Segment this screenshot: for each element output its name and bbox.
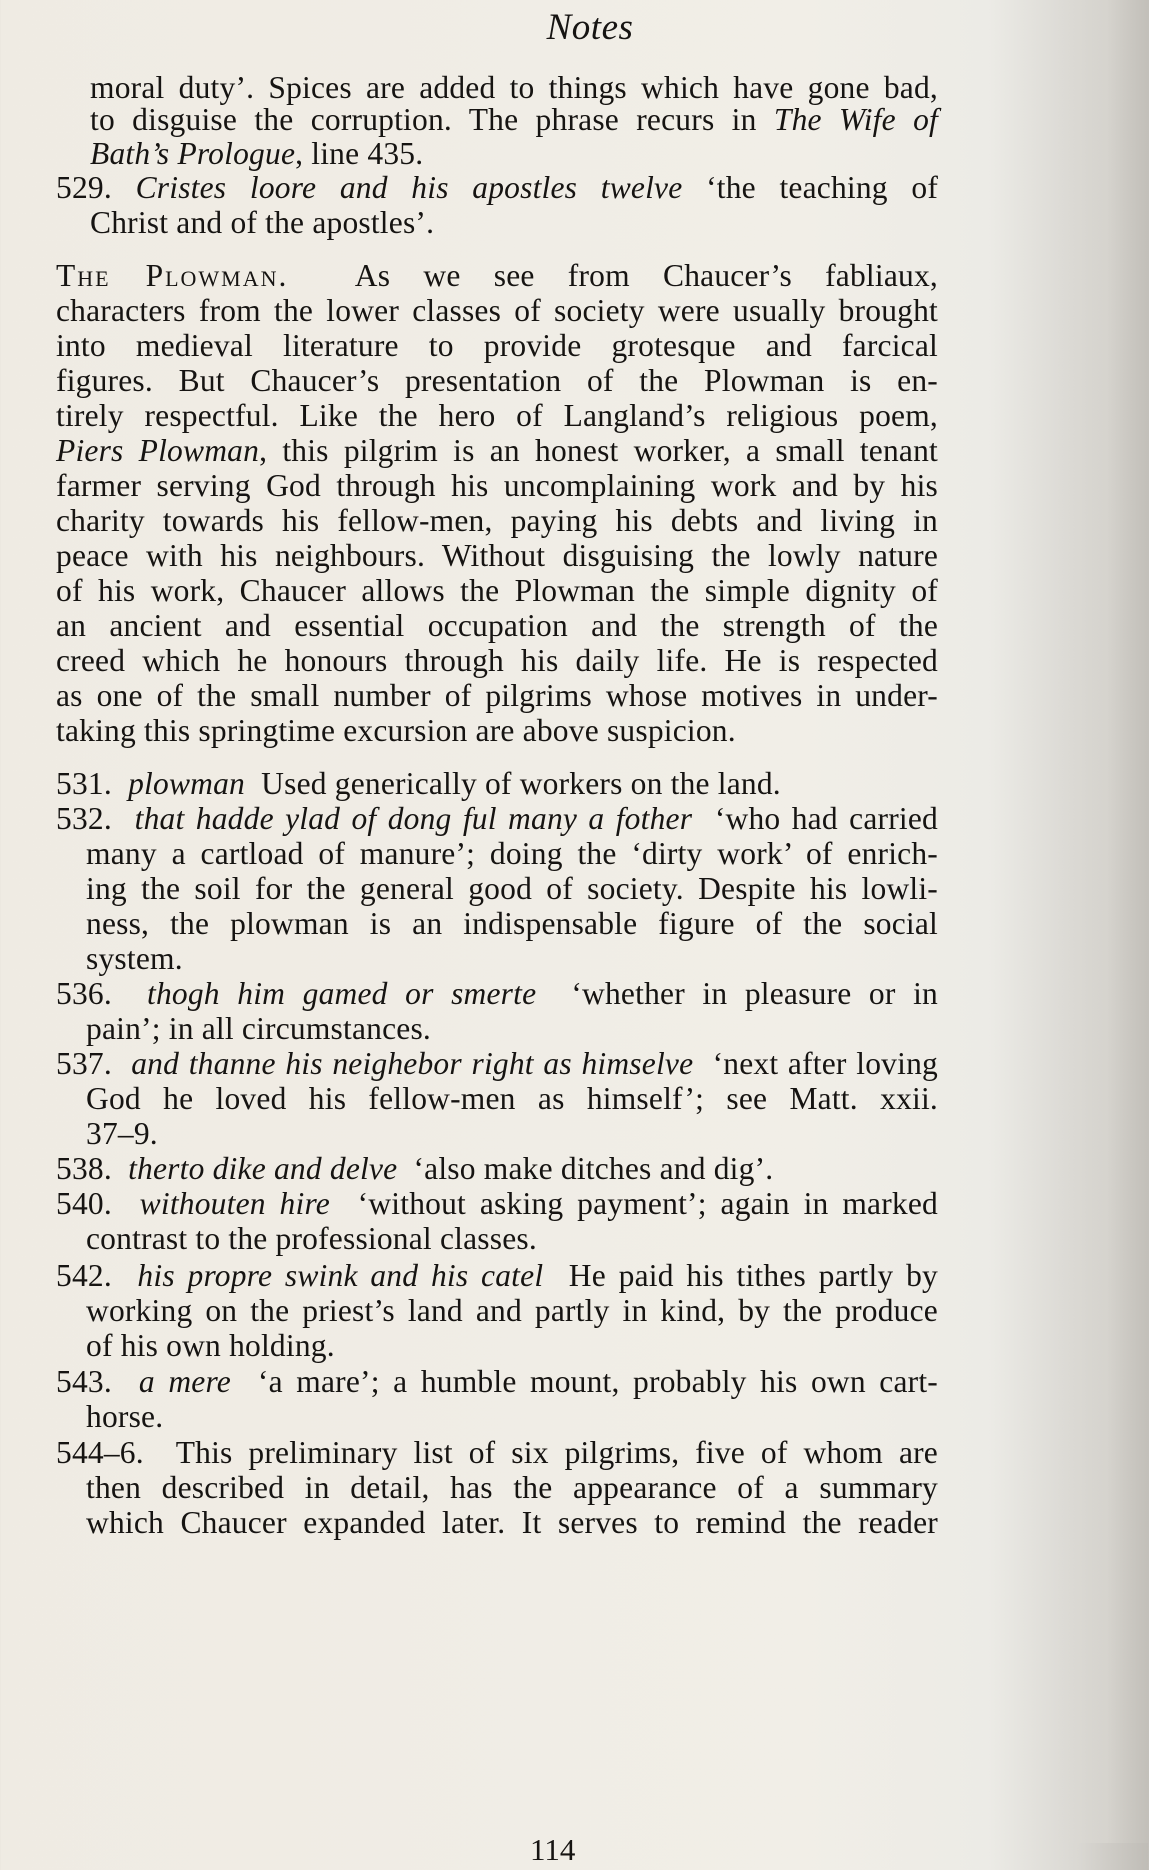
section-line: an ancient and essential occupation and the strength of the [56, 608, 938, 643]
section-line: of his work, Chaucer allows the Plowman the simple dignity of [56, 573, 938, 608]
note-line: ness, the plowman is an indispensable figure of the social [86, 906, 938, 941]
note-number: 544–6. [56, 1435, 144, 1470]
note-lemma: plowman [128, 766, 246, 801]
note-543 [56, 1362, 938, 1402]
section-line: creed which he honours through his daily life. He is respected [56, 643, 938, 678]
text: As we see from Chaucer’s fabliaux, [354, 258, 938, 293]
poem-title: Piers Plowman [56, 433, 260, 468]
note-number: 542. [56, 1258, 112, 1293]
note-544-6 [56, 1433, 938, 1473]
note-line: ing the soil for the general good of society. Despite his lowli- [86, 871, 938, 906]
note-532 [56, 799, 938, 839]
note-537 [56, 1044, 938, 1084]
note-lemma: a mere [138, 1364, 231, 1399]
note-lemma: thogh him gamed or smerte [147, 976, 537, 1011]
note-line: then described in detail, has the appearance of a summary [86, 1470, 938, 1505]
note-gloss: ‘whether in pleasure or in [571, 976, 938, 1011]
section-heading: The Plowman. [56, 258, 289, 293]
note-line: many a cartload of manure’; doing the ‘dirty work’ of enrich- [86, 836, 938, 871]
section-line: figures. But Chaucer’s presentation of the Plowman is en- [56, 363, 938, 398]
note-lemma: withouten hire [139, 1186, 330, 1221]
note-540 [56, 1184, 938, 1224]
note-line: contrast to the professional classes. [86, 1221, 537, 1256]
note-gloss: Used generically of workers on the land. [261, 766, 781, 801]
book-title: The Wife of [773, 102, 938, 137]
note-line: horse. [86, 1399, 164, 1434]
note-gloss: ‘the teaching of [706, 170, 939, 205]
note-lemma: that hadde ylad of dong ful many a fother [134, 801, 693, 836]
note-number: 529. [56, 170, 112, 205]
text: , line 435. [295, 136, 424, 171]
note-lemma: Cristes loore and his apostles twelve [135, 170, 683, 205]
note-lemma: therto dike and delve [128, 1151, 398, 1186]
note-number: 538. [56, 1151, 112, 1186]
section-first-line [56, 256, 938, 296]
note-531 [56, 764, 781, 804]
running-head: Notes [546, 7, 634, 48]
note-line: of his own holding. [86, 1328, 335, 1363]
section-line: peace with his neighbours. Without disguising the lowly nature [56, 538, 938, 573]
note-gloss: ‘who had carried [714, 801, 938, 836]
section-line: characters from the lower classes of society were usually brought [56, 293, 938, 328]
note-gloss: This preliminary list of six pilgrims, five of whom are [175, 1435, 938, 1470]
note-line: 37–9. [86, 1116, 158, 1151]
note-number: 531. [56, 766, 112, 801]
note-number: 532. [56, 801, 112, 836]
note-number: 543. [56, 1364, 112, 1399]
note-lemma: his propre swink and his catel [137, 1258, 544, 1293]
note-line: pain’; in all circumstances. [86, 1011, 431, 1046]
note-number: 536. [56, 976, 112, 1011]
note-first-line [56, 168, 938, 208]
text: , this pilgrim is an honest worker, a small tenant [259, 433, 938, 468]
page-gutter-shadow [1054, 0, 1149, 1843]
note-gloss: He paid his tithes partly by [568, 1258, 938, 1293]
note-542 [56, 1256, 938, 1296]
note-line: God he loved his fellow-men as himself’; see Matt. xxii. [86, 1081, 938, 1116]
note-gloss: ‘without asking payment’; again in marked [357, 1186, 938, 1221]
note-number: 540. [56, 1186, 112, 1221]
note-gloss: ‘next after loving [712, 1046, 938, 1081]
note-lemma: and thanne his neighebor right as himselve [131, 1046, 694, 1081]
note-gloss: ‘also make ditches and dig’. [413, 1151, 774, 1186]
note-gloss: ‘a mare’; a humble mount, probably his own cart- [257, 1364, 938, 1399]
section-line: taking this springtime excursion are above suspicion. [56, 713, 736, 748]
text: to disguise the corruption. The phrase recurs in [90, 102, 774, 137]
text: moral duty’. Spices are added to things which have gone bad, [90, 70, 938, 105]
section-line [56, 431, 938, 471]
section-line: into medieval literature to provide grotesque and farcical [56, 328, 938, 363]
note-line: system. [86, 941, 183, 976]
note-538 [56, 1149, 773, 1189]
note-number: 537. [56, 1046, 112, 1081]
page-number: 114 [530, 1832, 576, 1867]
section-line: as one of the small number of pilgrims whose motives in under- [56, 678, 938, 713]
section-line: tirely respectful. Like the hero of Langland’s religious poem, [56, 398, 938, 433]
note-536 [56, 974, 938, 1014]
section-line: charity towards his fellow-men, paying his debts and living in [56, 503, 938, 538]
book-title: Bath’s Prologue [90, 136, 296, 171]
note-line: Christ and of the apostles’. [90, 205, 435, 240]
note-line: which Chaucer expanded later. It serves to remind the reader [86, 1505, 938, 1540]
note-line: working on the priest’s land and partly in kind, by the produce [86, 1293, 938, 1328]
section-line: farmer serving God through his uncomplaining work and by his [56, 468, 938, 503]
